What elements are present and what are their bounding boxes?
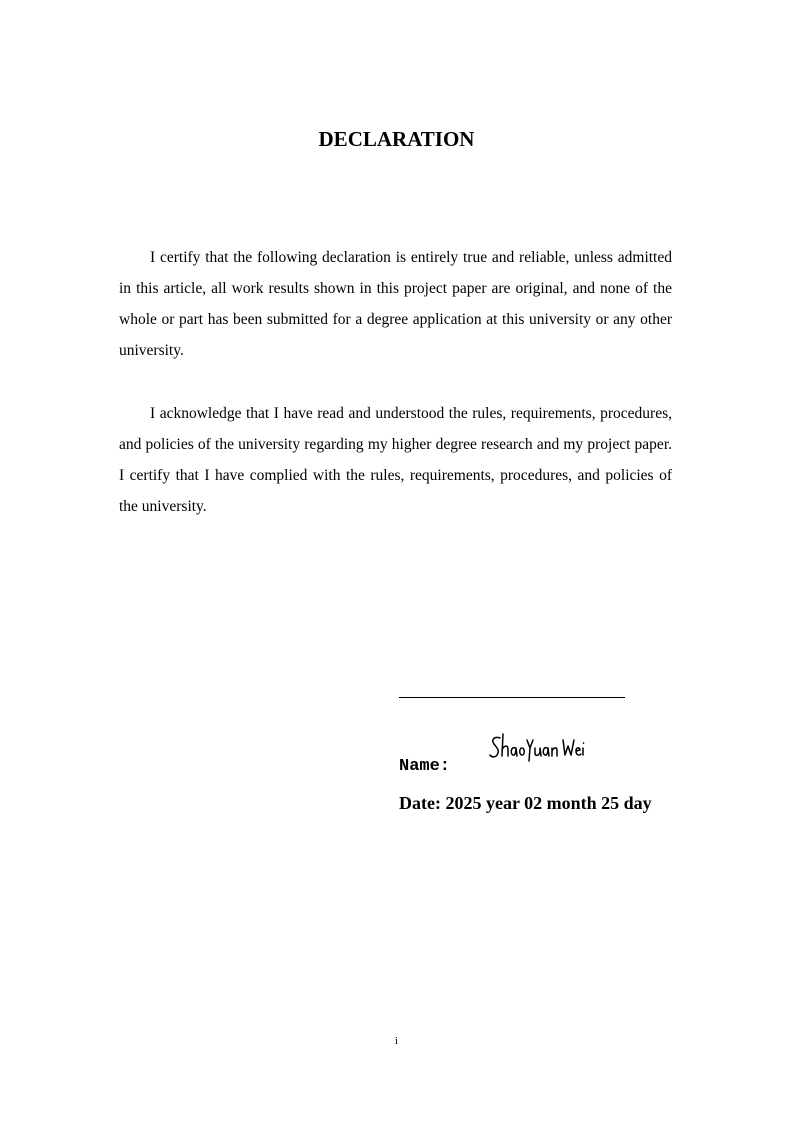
signature-line	[399, 697, 625, 698]
handwritten-signature	[488, 728, 588, 768]
declaration-paragraph-1: I certify that the following declaration is entirely true and reliable, unless admitted in this article, all work results shown in this project paper are original, and none of the whole or part has been submitted for a degree application at this university or any other university.	[119, 249, 672, 359]
page-title: DECLARATION	[318, 127, 475, 151]
date-line: Date: 2025 year 02 month 25 day	[399, 793, 652, 813]
page-number: i	[394, 1035, 399, 1047]
declaration-paragraph-2: I acknowledge that I have read and understood the rules, requirements, procedures, and policies of the university regarding my higher degree research and my project paper. I certify that I have complied with the rules, requirements, procedures, and policies of the university.	[119, 405, 672, 515]
name-label: Name:	[399, 757, 451, 776]
